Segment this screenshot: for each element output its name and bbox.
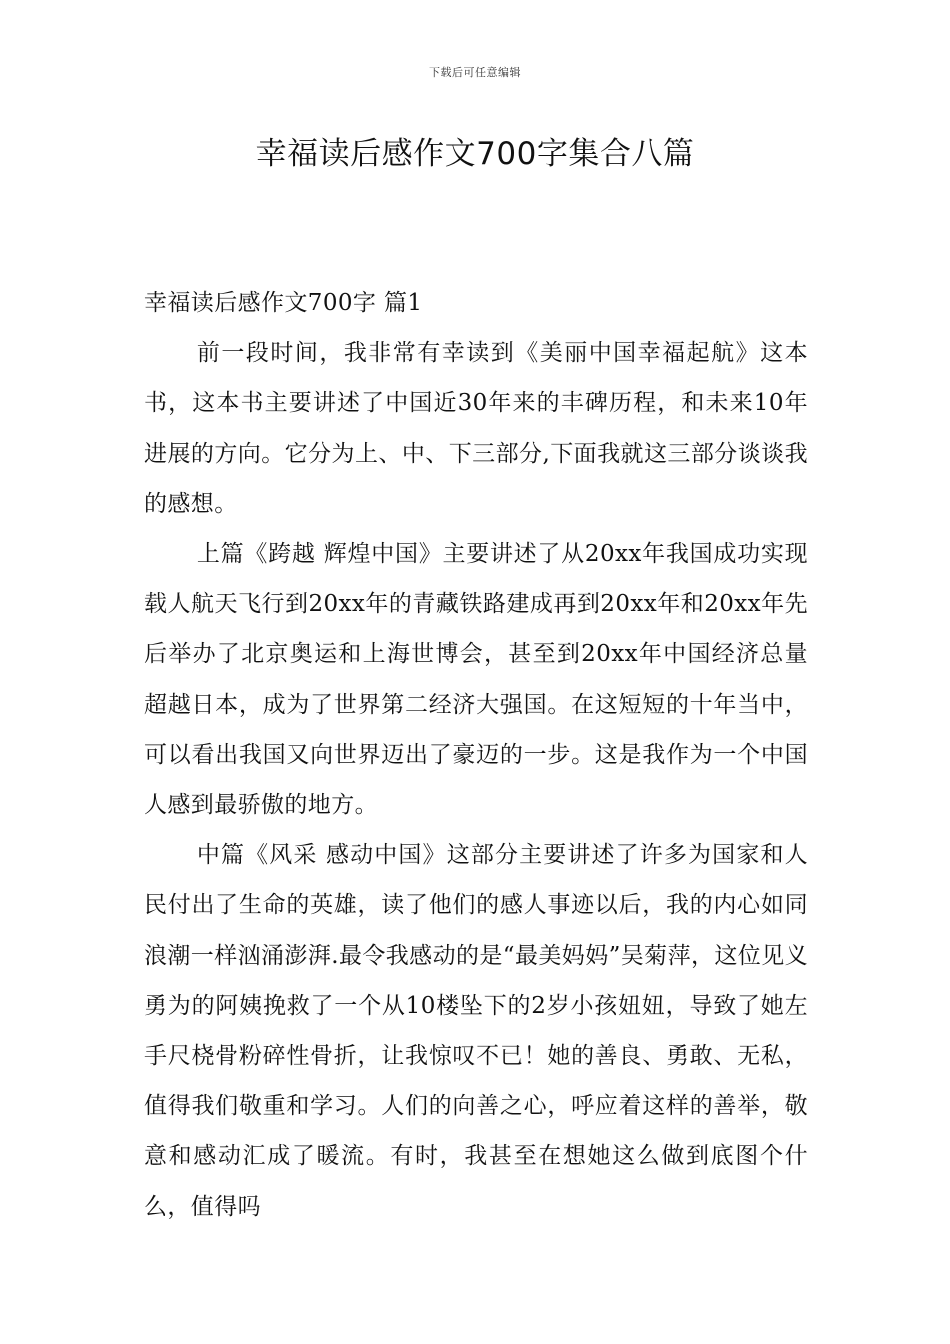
- document-title: 幸福读后感作文700字集合八篇: [255, 136, 695, 172]
- body-paragraph-3: 中篇《风采 感动中国》这部分主要讲述了许多为国家和人民付出了生命的英雄，读了他们的感人事迹以后，我的内心如同浪潮一样汹涌澎湃.最令我感动的是“最美妈妈”吴菊萍，这位见义勇为的阿姨挽救了一个从10楼坠下的2岁小孩妞妞，导致了她左手尺桡骨粉碎性骨折，让我惊叹不已！她的善良、勇敢、无私，值得我们敬重和学习。人们的向善之心，呼应着这样的善举，敬意和感动汇成了暖流。有时，我甚至在想她这么做到底图个什么，值得吗: [144, 842, 808, 1220]
- document-body: [144, 278, 808, 1232]
- body-paragraph-1: 前一段时间，我非常有幸读到《美丽中国幸福起航》这本书，这本书主要讲述了中国近30年来的丰碑历程，和未来10年进展的方向。它分为上、中、下三部分,下面我就这三部分谈谈我的感想。: [144, 340, 808, 517]
- page-header-note: 下载后可任意编辑: [429, 66, 521, 79]
- body-paragraph-2: 上篇《跨越 辉煌中国》主要讲述了从20xx年我国成功实现载人航天飞行到20xx年的青藏铁路建成再到20xx年和20xx年先后举办了北京奥运和上海世博会，甚至到20xx年中国经济总量超越日本，成为了世界第二经济大强国。在这短短的十年当中，可以看出我国又向世界迈出了豪迈的一步。这是我作为一个中国人感到最骄傲的地方。: [144, 541, 808, 819]
- section-heading: 幸福读后感作文700字 篇1: [144, 290, 423, 316]
